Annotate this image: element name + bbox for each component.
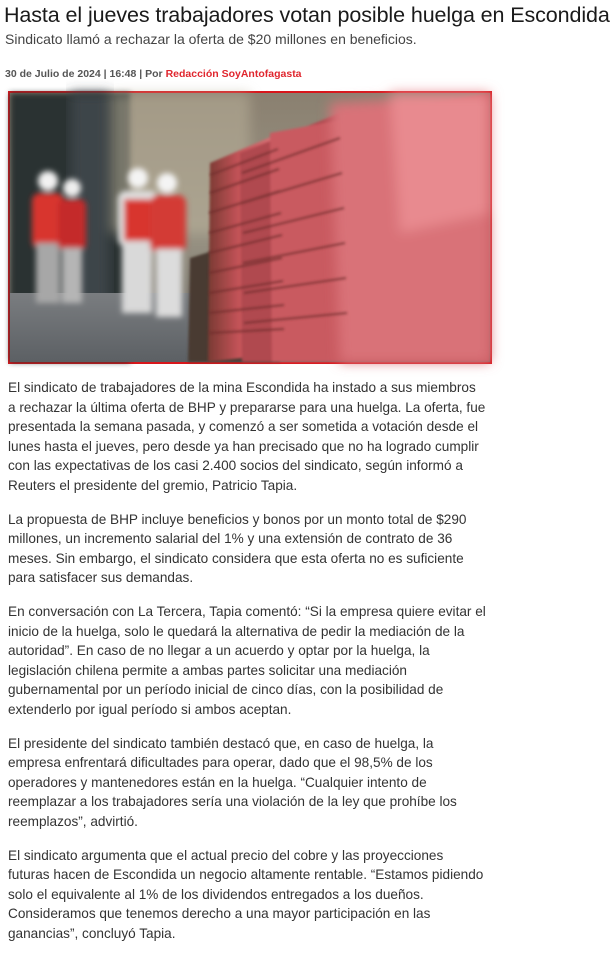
- article-photo: [8, 91, 492, 364]
- article-body: [8, 378, 486, 958]
- publish-date: 30 de Julio de 2024: [5, 68, 101, 80]
- publish-time: 16:48: [109, 68, 137, 80]
- by-label: Por: [145, 68, 163, 80]
- article-paragraph: El presidente del sindicato también destacó que, en caso de huelga, la empresa enfrentará dificultades para operar, dado que el 98,5% de los operadores y mantenedores están en la huelga. “Cualquier intento de reemplazar a los trabajadores sería una violación de la ley que prohíbe los reemplazos”, advirtió.: [8, 735, 457, 829]
- meta-separator: |: [139, 68, 146, 80]
- copper-cathodes-workers-image: [10, 93, 490, 362]
- article-paragraph: La propuesta de BHP incluye beneficios y bonos por un monto total de $290 millones, un incremento salarial del 1% y una extensión de contrato de 36 meses. Sin embargo, el sindicato considera que esta oferta no es suficiente para satisfacer sus demandas.: [8, 511, 467, 585]
- article-subheadline: Sindicato llamó a rechazar la oferta de $20 millones en beneficios.: [5, 31, 417, 47]
- author-link[interactable]: Redacción SoyAntofagasta: [165, 68, 302, 80]
- article-headline: Hasta el jueves trabajadores votan posible huelga en Escondida: [4, 3, 610, 27]
- article-paragraph: El sindicato de trabajadores de la mina Escondida ha instado a sus miembros a rechazar la última oferta de BHP y prepararse para una huelga. La oferta, fue presentada la semana pasada, y comenzó a ser sometida a votación desde el lunes hasta el jueves, pero desde ya han precisado que no ha logrado cumplir con las expectativas de los casi 2.400 socios del sindicato, según informó a Reuters el presidente del gremio, Patricio Tapia.: [8, 380, 486, 493]
- article-paragraph: El sindicato argumenta que el actual precio del cobre y las proyecciones futuras hacen de Escondida un negocio altamente rentable. “Estamos pidiendo solo el equivalente al 1% de los dividendos entregados a los dueños. Consideramos que tenemos derecho a una mayor participación en las ganancias”, concluyó Tapia.: [8, 847, 484, 941]
- article-paragraph: En conversación con La Tercera, Tapia comentó: “Si la empresa quiere evitar el inicio de la huelga, solo le quedará la alternativa de pedir la mediación de la autoridad”. En caso de no llegar a un acuerdo y optar por la huelga, la legislación chilena permite a ambas partes solicitar una mediación gubernamental por un período inicial de cinco días, con la posibilidad de extenderlo por igual período si ambos aceptan.: [8, 604, 486, 717]
- meta-separator: |: [103, 68, 110, 80]
- article-meta: [5, 68, 302, 80]
